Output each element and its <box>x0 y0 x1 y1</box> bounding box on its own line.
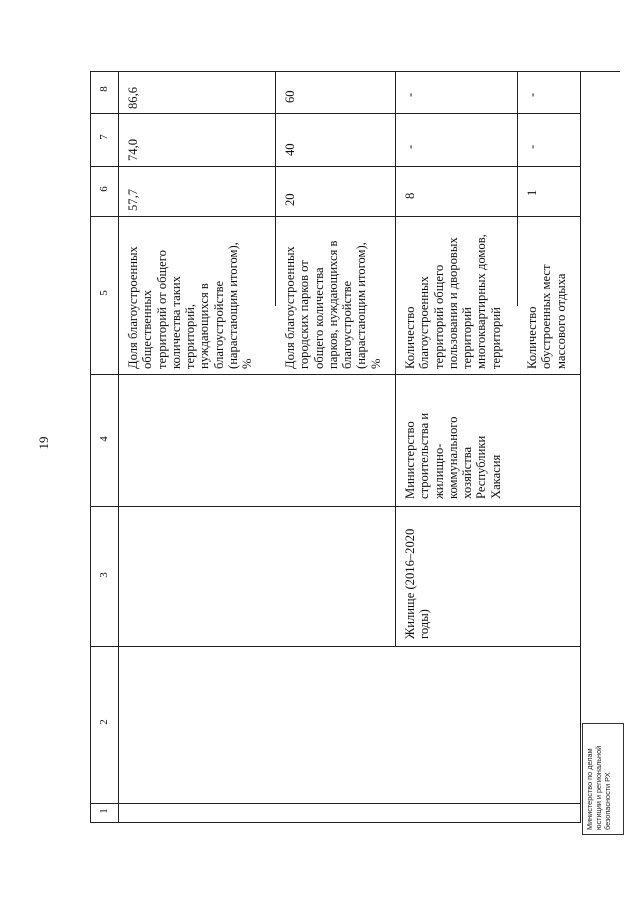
column-header-3: 3 <box>98 572 110 578</box>
row3-value-7: - <box>403 144 417 149</box>
row2-indicator: Доля благоустроенных городских парков от общего количества парков, нуждающихся в благоустройстве (нарастающим итогом), % <box>283 240 383 369</box>
column-header-8: 8 <box>98 86 110 92</box>
row-separator-3 <box>517 71 518 306</box>
column-boundary-2-1 <box>90 803 580 804</box>
row2-value-7: 40 <box>283 143 297 156</box>
column-header-4: 4 <box>98 436 110 442</box>
column-header-7: 7 <box>98 134 110 140</box>
stamp-text: Министерство по делам юстиции и региональной безопасности РХ <box>585 745 613 830</box>
table-border-top <box>90 71 620 72</box>
column-header-2: 2 <box>98 719 110 725</box>
row4-indicator: Количество обустроенных мест массового отдыха <box>525 264 568 369</box>
row4-value-7: - <box>525 144 539 149</box>
column-boundary-5-4 <box>90 374 580 375</box>
column-boundary-3-2 <box>90 646 580 647</box>
row4-value-6: 1 <box>525 189 539 196</box>
registration-stamp <box>582 723 624 835</box>
row2-value-8: 60 <box>283 90 297 103</box>
row3-responsible: Министерство строительства и жилищно- коммунального хозяйства Республики Хакасия <box>403 412 503 499</box>
row3-program: Жилище (2016–2020 годы) <box>403 528 432 639</box>
row3-value-6: 8 <box>403 192 417 199</box>
row3-indicator: Количество благоустроенных территорий общего пользования и дворовых территорий многоквартирных домов, территорий <box>403 234 503 369</box>
column-header-5: 5 <box>98 290 110 296</box>
row4-value-8: - <box>525 92 539 97</box>
column-boundary-4-3 <box>90 506 580 507</box>
table-border-right <box>580 71 581 823</box>
column-header-1: 1 <box>98 808 110 814</box>
table-border-bottom <box>90 822 580 823</box>
row1-value-8: 86,6 <box>126 86 140 109</box>
table-border-left <box>90 71 91 823</box>
page-number: 19 <box>36 436 51 450</box>
row1-value-6: 57,7 <box>126 188 140 211</box>
header-column-separator <box>118 71 119 823</box>
row-separator-2 <box>395 71 396 646</box>
column-boundary-7-6 <box>90 166 580 167</box>
column-boundary-8-7 <box>90 113 580 114</box>
column-boundary-6-5 <box>90 216 580 217</box>
column-header-6: 6 <box>98 186 110 192</box>
rotated-table <box>90 71 620 823</box>
row1-value-7: 74,0 <box>126 138 140 161</box>
row-separator-1 <box>275 71 276 306</box>
row2-value-6: 20 <box>283 193 297 206</box>
row1-indicator: Доля благоустроенных общественных территорий от общего количества таких территорий, нуждающихся в благоустройстве (нарастающим итогом), % <box>126 242 255 369</box>
row3-value-8: - <box>403 92 417 97</box>
